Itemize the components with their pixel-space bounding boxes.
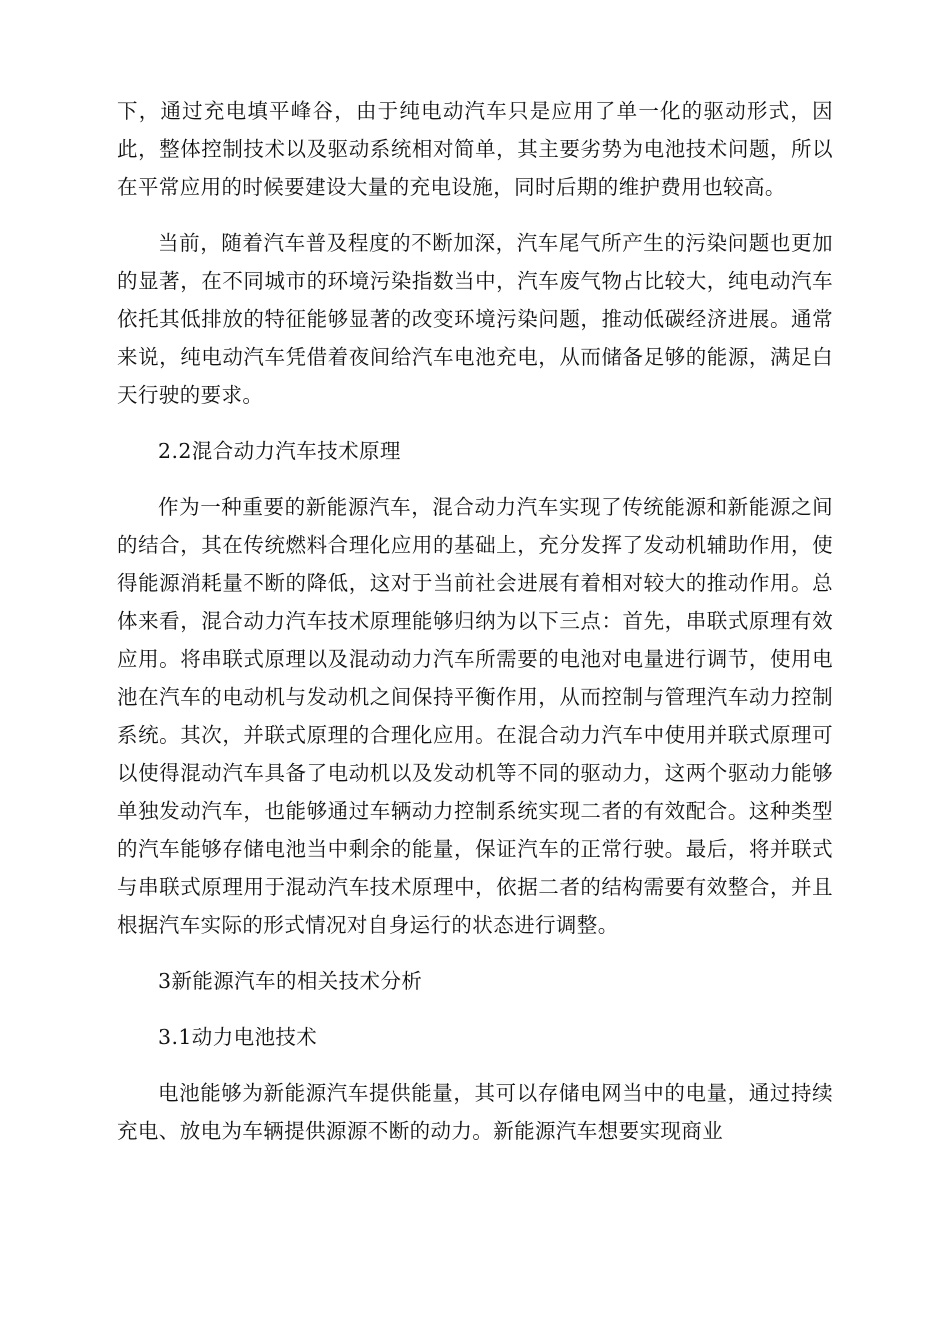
document-page xyxy=(117,92,833,1168)
section-heading-3-1: 3.1动力电池技术 xyxy=(158,1025,318,1049)
paragraph-battery: 电池能够为新能源汽车提供能量，其可以存储电网当中的电量，通过持续充电、放电为车辆提供源源不断的动力。新能源汽车想要实现商业 xyxy=(117,1081,833,1143)
paragraph-continuation: 下，通过充电填平峰谷，由于纯电动汽车只是应用了单一化的驱动形式，因此，整体控制技术以及驱动系统相对简单，其主要劣势为电池技术问题，所以在平常应用的时候要建设大量的充电设施，同时后期的维护费用也较高。 xyxy=(117,99,833,199)
section-heading-3: 3新能源汽车的相关技术分析 xyxy=(158,969,423,993)
section-heading-2-2: 2.2混合动力汽车技术原理 xyxy=(158,439,401,463)
paragraph-pollution: 当前，随着汽车普及程度的不断加深，汽车尾气所产生的污染问题也更加的显著，在不同城市的环境污染指数当中，汽车废气物占比较大，纯电动汽车依托其低排放的特征能够显著的改变环境污染问题，推动低碳经济进展。通常来说，纯电动汽车凭借着夜间给汽车电池充电，从而储备足够的能源，满足白天行驶的要求。 xyxy=(117,231,833,407)
paragraph-hybrid-principles: 作为一种重要的新能源汽车，混合动力汽车实现了传统能源和新能源之间的结合，其在传统燃料合理化应用的基础上，充分发挥了发动机辅助作用，使得能源消耗量不断的降低，这对于当前社会进展有着相对较大的推动作用。总体来看，混合动力汽车技术原理能够归纳为以下三点：首先，串联式原理有效应用。将串联式原理以及混动动力汽车所需要的电池对电量进行调节，使用电池在汽车的电动机与发动机之间保持平衡作用，从而控制与管理汽车动力控制系统。其次，并联式原理的合理化应用。在混合动力汽车中使用并联式原理可以使得混动汽车具备了电动机以及发动机等不同的驱动力，这两个驱动力能够单独发动汽车，也能够通过车辆动力控制系统实现二者的有效配合。这种类型的汽车能够存储电池当中剩余的能量，保证汽车的正常行驶。最后，将并联式与串联式原理用于混动汽车技术原理中，依据二者的结构需要有效整合，并且根据汽车实际的形式情况对自身运行的状态进行调整。 xyxy=(117,495,833,937)
